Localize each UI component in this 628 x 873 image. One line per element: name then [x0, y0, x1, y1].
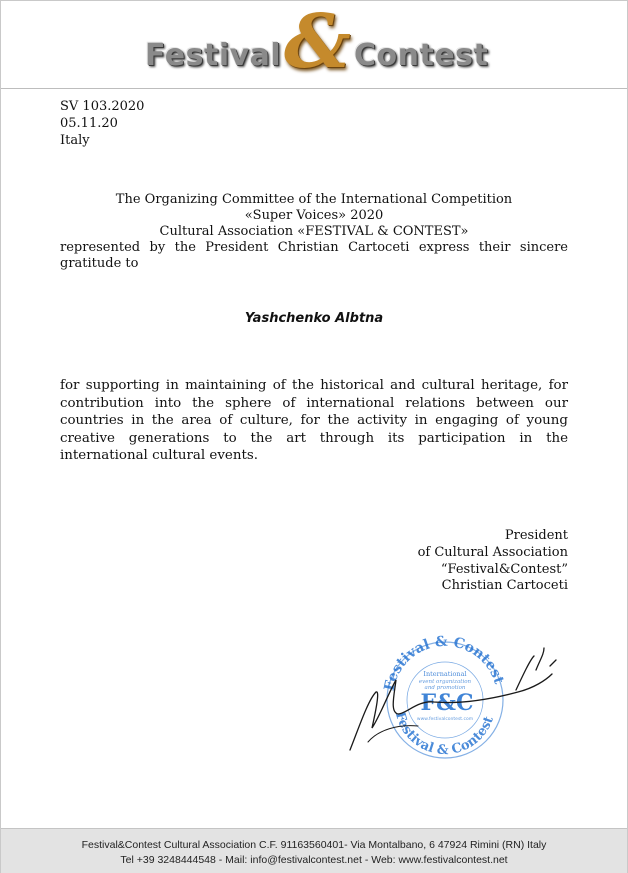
- stamp-small-3: and promotion: [424, 685, 466, 691]
- festival-contest-logo: [1, 1, 627, 88]
- footer-contacts: Tel +39 3248444548 - Mail: info@festivalcontest.net - Web: www.festivalcontest.net: [120, 854, 508, 866]
- letterhead-footer: [1, 828, 627, 873]
- reference-block: [60, 98, 144, 149]
- signature-org-line: of Cultural Association: [417, 544, 568, 560]
- signature-block: [418, 528, 568, 595]
- stamp-bottom-text: Festival & Contest: [391, 710, 497, 759]
- footer-address: Festival&Contest Cultural Association C.F. 91163560401- Via Montalbano, 6 47924 Rimini (RN) Italy: [81, 839, 547, 851]
- gratitude-body: for supporting in maintaining of the historical and cultural heritage, for contribution into the sphere of international relations between our countries in the area of culture, for the activity in engaging of young creative generations to the art through its participation in the international cultural events.: [60, 378, 568, 463]
- reference-number: SV 103.2020: [60, 99, 145, 114]
- letterhead-header: [1, 1, 627, 89]
- logo-ampersand: &: [284, 0, 351, 85]
- stamp-small-4: www.festivalcontest.com: [416, 717, 474, 722]
- stamp-and-signature: [338, 630, 568, 760]
- recipient-name: Yashchenko Albtna: [244, 311, 384, 326]
- stamp-small-1: International: [423, 670, 467, 678]
- logo-word-contest: Contest: [354, 38, 489, 73]
- logo-word-festival: Festival: [145, 38, 282, 73]
- stamp-small-2: event organization: [418, 679, 472, 685]
- intro-line-2: «Super Voices» 2020: [244, 208, 384, 223]
- stamp-svg: [338, 630, 568, 760]
- signature-org-name: “Festival&Contest”: [440, 561, 568, 577]
- signature-name: Christian Cartoceti: [441, 578, 568, 594]
- intro-line-4: represented by the President Christian Cartoceti express their sincere gratitude to: [60, 240, 568, 271]
- stamp-center-text: F&C: [420, 690, 474, 716]
- reference-country: Italy: [60, 133, 90, 148]
- stamp-top-text: Festival & Contest: [381, 633, 507, 693]
- intro-line-1: The Organizing Committee of the International Competition: [115, 192, 513, 207]
- signature-title: President: [504, 528, 568, 543]
- reference-date: 05.11.20: [60, 116, 118, 131]
- intro-line-3: Cultural Association «FESTIVAL & CONTEST»: [159, 224, 469, 239]
